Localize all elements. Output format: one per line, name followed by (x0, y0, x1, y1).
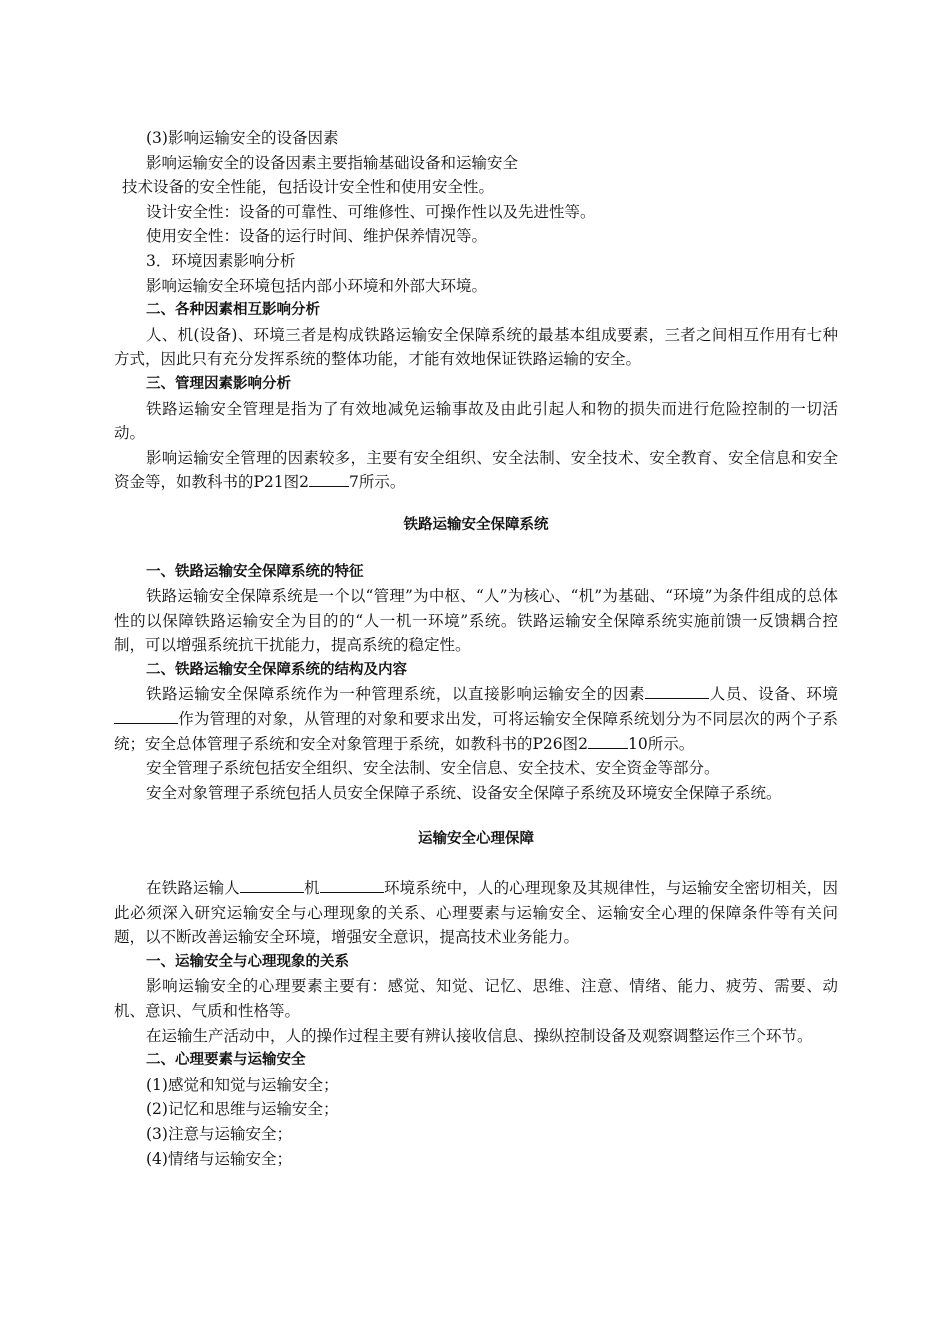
text-run: 7所示。 (349, 473, 406, 492)
fill-blank (320, 878, 384, 893)
fill-blank (645, 684, 709, 699)
paragraph (114, 446, 838, 495)
text-run: 10所示。 (628, 734, 695, 753)
fill-blank (588, 734, 628, 749)
section-heading: 三、管理因素影响分析 (146, 375, 291, 392)
paragraph: 影响运输安全环境包括内部小环境和外部大环境。 (146, 276, 488, 295)
paragraph: 使用安全性：设备的运行时间、维护保养情况等。 (146, 227, 488, 246)
document-title: 运输安全心理保障 (418, 831, 534, 848)
paragraph (114, 876, 838, 950)
text-run: 作为管理的对象，从管理的对象和要求出发，可将运输安全保障系统划分为不同层次的两个子系统；安全总体管理子系统和安全对象管理于系统，如教科书的P26图2 (114, 710, 838, 753)
subsection-heading: 3．环境因素影响分析 (146, 251, 296, 270)
paragraph: 在运输生产活动中，人的操作过程主要有辨认接收信息、操纵控制设备及观察调整运作三个环节。 (146, 1026, 813, 1045)
text-run: 在铁路运输人 (146, 879, 240, 898)
text-run: 铁路运输安全保障系统作为一种管理系统，以直接影响运输安全的因素 (146, 685, 646, 704)
paragraph: 安全管理子系统包括安全组织、安全法制、安全信息、安全技术、安全资金等部分。 (146, 759, 720, 778)
list-item: (4)情绪与运输安全； (146, 1149, 292, 1168)
paragraph: 技术设备的安全性能，包括设计安全性和使用安全性。 (122, 178, 495, 197)
paragraph: 影响运输安全的设备因素主要指输基础设备和运输安全 (146, 153, 519, 172)
fill-blank (240, 878, 304, 893)
list-item: (2)记忆和思维与运输安全； (146, 1100, 339, 1119)
paragraph: 设计安全性：设备的可靠性、可维修性、可操作性以及先进性等。 (146, 202, 596, 221)
text-run: 影响运输安全管理的因素较多，主要有安全组织、安全法制、安全技术、安全教育、安全信息和安全资金等，如教科书的P21图2 (114, 448, 838, 492)
paragraph: 铁路运输安全管理是指为了有效地减免运输事故及由此引起人和物的损失而进行危险控制的一切活动。 (114, 399, 838, 443)
paragraph: 人、机(设备)、环境三者是构成铁路运输安全保障系统的最基本组成要素，三者之间相互作用有七种方式，因此只有充分发挥系统的整体功能，才能有效地保证铁路运输的安全。 (114, 325, 838, 369)
item-heading: (3)影响运输安全的设备因素 (146, 129, 339, 147)
text-run: 环境系统中，人的心理现象及其规律性，与运输安全密切相关，因此必须深入研究运输安全与心理现象的关系、心理要素与运输安全、运输安全心理的保障条件等有关问题，以不断改善运输安全环境，增强安全意识，提高技术业务能力。 (114, 879, 838, 947)
fill-blank (114, 709, 178, 724)
section-heading: 一、运输安全与心理现象的关系 (146, 953, 349, 970)
list-item: (1)感觉和知觉与运输安全； (146, 1075, 339, 1094)
paragraph: 影响运输安全的心理要素主要有：感觉、知觉、记忆、思维、注意、情绪、能力、疲劳、需要、动机、意识、气质和性格等。 (114, 977, 838, 1020)
fill-blank (309, 472, 349, 487)
paragraph: 铁路运输安全保障系统是一个以“管理”为中枢、“人”为核心、“机”为基础、“环境”为条件组成的总体性的以保障铁路运输安全为目的的“人一机一环境”系统。铁路运输安全保障系统实施前馈一反馈耦合控制，可以增强系统抗干扰能力，提高系统的稳定性。 (114, 587, 838, 655)
document-title: 铁路运输安全保障系统 (403, 516, 549, 533)
section-heading: 二、铁路运输安全保障系统的结构及内容 (146, 661, 407, 678)
section-heading: 二、各种因素相互影响分析 (146, 302, 320, 319)
section-heading: 二、心理要素与运输安全 (146, 1052, 306, 1069)
paragraph (114, 682, 838, 756)
text-run: 人员、设备、环境 (709, 685, 838, 704)
paragraph: 安全对象管理子系统包括人员安全保障子系统、设备安全保障子系统及环境安全保障子系统。 (146, 783, 782, 802)
list-item: (3)注意与运输安全； (146, 1124, 292, 1143)
document-body (114, 126, 838, 1171)
section-heading: 一、铁路运输安全保障系统的特征 (146, 563, 364, 580)
text-run: 机 (303, 879, 320, 898)
